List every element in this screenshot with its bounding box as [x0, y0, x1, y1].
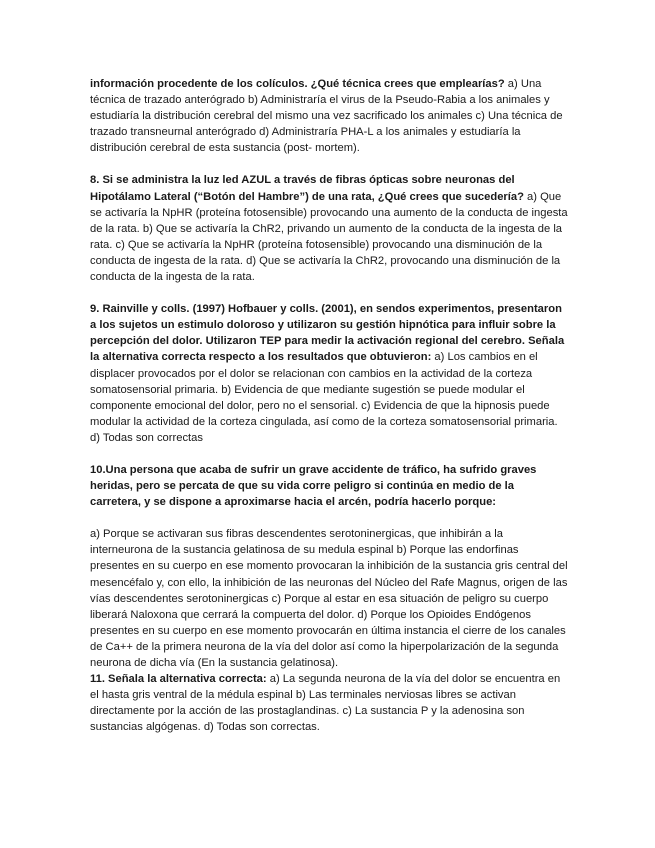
paragraph-gap — [90, 156, 568, 172]
question-8-prompt: 8. Si se administra la luz led AZUL a través de fibras ópticas sobre neuronas del Hipotálamo Lateral (“Botón del Hambre”) de una rata, ¿Qué crees que sucedería? — [90, 174, 524, 203]
paragraph-gap — [90, 510, 568, 526]
question-7-options: a) Una técnica de trazado anterógrado b) Administraría el virus de la Pseudo-Rabia a los animales y estudiaría la distribución cerebral del mismo una vez sacrificado los animales c) Una técnica de trazado transneurnal anterógrado d) Administraría PHA-L a los animales y estudiaría la distribución cerebral de esta sustancia (post- mortem). — [90, 78, 563, 155]
question-7-continuation — [90, 76, 568, 156]
question-11-options: a) La segunda neurona de la vía del dolor se encuentra en el hasta gris ventral de la médula espinal b) Las terminales nerviosas libres se activan directamente por la acción de las prostaglandinas. c) La sustancia P y la adenosina son sustancias algógenas. d) Todas son correctas. — [90, 673, 561, 734]
question-7-prompt: información procedente de los colículos. ¿Qué técnica crees que emplearías? — [90, 78, 505, 90]
question-9-options: a) Los cambios en el displacer provocados por el dolor se relacionan con cambios en la actividad de la corteza somatosensorial primaria. b) Evidencia de que mediante sugestión se puede modular el componente emocional del dolor, pero no el sensorial. c) Evidencia de que la hipnosis puede modular la actividad de la corteza cingulada, así como de la corteza somatosensorial primaria. d) Todas son correctas — [90, 351, 558, 444]
question-11 — [90, 671, 568, 735]
question-10-options: a) Porque se activaran sus fibras descendentes serotoninergicas, que inhibirán a la interneurona de la sustancia gelatinosa de su medula espinal b) Porque las endorfinas presentes en su cuerpo en ese momento provocaran la inhibición de la sustancia gris central del mesencéfalo y, con ello, la inhibición de las neuronas del Núcleo del Rafe Magnus, origen de las vías descendentes serotoninergicas c) Porque al estar en esa situación de peligro su cuerpo liberará Naloxona que cerrará la compuerta del dolor. d) Porque los Opioides Endógenos presentes en su cuerpo en ese momento provocarán en última instancia el cierre de los canales de Ca++ de la primera neurona de la vía del dolor así como la hiperpolarización de la segunda neurona de dicha vía (En la sustancia gelatinosa). — [90, 528, 568, 669]
paragraph-gap — [90, 446, 568, 462]
question-8 — [90, 172, 568, 285]
question-10-prompt: 10.Una persona que acaba de sufrir un grave accidente de tráfico, ha sufrido graves heridas, pero se percata de que su vida corre peligro si continúa en medio de la carretera, y se dispone a aproximarse hacia el arcén, podría hacerlo porque: — [90, 463, 537, 509]
paragraph-gap — [90, 285, 568, 301]
question-11-prompt: 11. Señala la alternativa correcta: — [90, 673, 267, 686]
document-body — [90, 76, 568, 735]
question-9-prompt: 9. Rainville y colls. (1997) Hofbauer y colls. (2001), en sendos experimentos, presentaron a los sujetos un estimulo doloroso y utilizaron su gestión hipnótica para influir sobre la percepción del dolor. Utilizaron TEP para medir la activación regional del cerebro. Señala la alternativa correcta respecto a los resultados que obtuvieron: — [90, 303, 565, 364]
question-9 — [90, 301, 568, 446]
question-8-options: a) Que se activaría la NpHR (proteína fotosensible) provocando una aumento de la conducta de ingesta de la rata. b) Que se activaría la ChR2, privando un aumento de la conducta de la ingesta de la rata. c) Que se activaría la NpHR (proteína fotosensible) provocando una disminución de la conducta de ingesta de la rata. d) Que se activaría la ChR2, provocando una disminución de la conducta de la ingesta de la rata. — [90, 190, 568, 284]
